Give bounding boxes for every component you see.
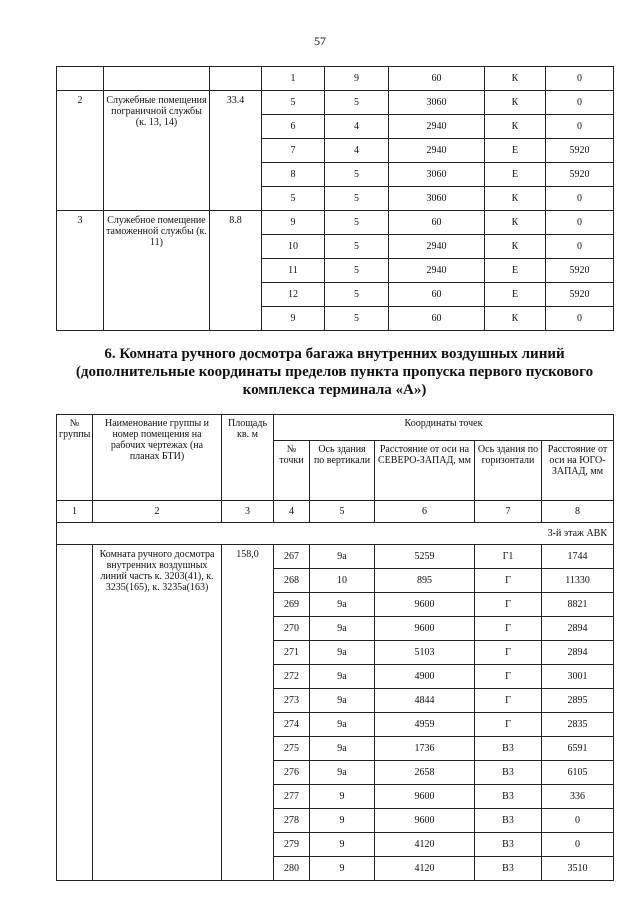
distance-southwest: 11330 — [542, 569, 614, 593]
vertical-axis: 5 — [325, 163, 389, 187]
horizontal-axis: Г — [475, 665, 542, 689]
point-number: 269 — [274, 593, 310, 617]
room-area: 8.8 — [210, 211, 262, 331]
distance-northwest: 3060 — [389, 163, 485, 187]
col-number: 2 — [93, 501, 222, 523]
vertical-axis: 5 — [325, 91, 389, 115]
horizontal-axis: Г — [475, 569, 542, 593]
distance-northwest: 60 — [389, 67, 485, 91]
distance-southwest: 5920 — [546, 259, 614, 283]
distance-southwest: 0 — [546, 211, 614, 235]
point-number: 271 — [274, 641, 310, 665]
distance-southwest: 0 — [546, 91, 614, 115]
distance-southwest: 0 — [546, 67, 614, 91]
distance-southwest: 2894 — [542, 617, 614, 641]
horizontal-axis: Е — [485, 163, 546, 187]
point-number: 280 — [274, 857, 310, 881]
room-name: Комната ручного досмотра внутренних воздушных линий часть к. 3203(41), к. 3235(165), к. 3235а(163) — [93, 545, 222, 881]
vertical-axis: 5 — [325, 259, 389, 283]
horizontal-axis: Г — [475, 689, 542, 713]
room-name: Служебное помещение таможенной службы (к. 11) — [104, 211, 210, 331]
distance-northwest: 895 — [375, 569, 475, 593]
distance-northwest: 4959 — [375, 713, 475, 737]
col-number: 6 — [375, 501, 475, 523]
horizontal-axis: Е — [485, 259, 546, 283]
page-number: 57 — [314, 34, 326, 48]
distance-southwest: 2835 — [542, 713, 614, 737]
room-name: Служебные помещения пограничной службы (к. 13, 14) — [104, 91, 210, 211]
section-heading: 6. Комната ручного досмотра багажа внутренних воздушных линий (дополнительные координаты пределов пункта пропуска первого пускового комплекса терминала «А») — [75, 346, 594, 398]
point-number: 275 — [274, 737, 310, 761]
horizontal-axis: К — [485, 91, 546, 115]
distance-northwest: 2940 — [389, 139, 485, 163]
distance-southwest: 5920 — [546, 163, 614, 187]
vertical-axis: 9а — [310, 737, 375, 761]
horizontal-axis: К — [485, 307, 546, 331]
point-number: 276 — [274, 761, 310, 785]
vertical-axis: 9 — [310, 833, 375, 857]
point-number: 1 — [262, 67, 325, 91]
distance-northwest: 4120 — [375, 857, 475, 881]
horizontal-axis: В3 — [475, 737, 542, 761]
header-room-name: Наименование группы и номер помещения на рабочих чертежах (на планах БТИ) — [93, 415, 222, 501]
distance-southwest: 2895 — [542, 689, 614, 713]
distance-northwest: 5259 — [375, 545, 475, 569]
distance-northwest: 9600 — [375, 809, 475, 833]
distance-northwest: 60 — [389, 307, 485, 331]
vertical-axis: 5 — [325, 187, 389, 211]
distance-southwest: 8821 — [542, 593, 614, 617]
vertical-axis: 9 — [310, 809, 375, 833]
distance-northwest: 5103 — [375, 641, 475, 665]
table-row — [57, 211, 614, 235]
table-row — [57, 67, 614, 91]
point-number: 5 — [262, 91, 325, 115]
distance-southwest: 3510 — [542, 857, 614, 881]
distance-southwest: 0 — [542, 809, 614, 833]
distance-northwest: 9600 — [375, 617, 475, 641]
vertical-axis: 9а — [310, 689, 375, 713]
horizontal-axis: В3 — [475, 785, 542, 809]
distance-northwest: 60 — [389, 283, 485, 307]
distance-southwest: 1744 — [542, 545, 614, 569]
horizontal-axis: В3 — [475, 857, 542, 881]
distance-southwest: 5920 — [546, 283, 614, 307]
header-group-number: № группы — [57, 415, 93, 501]
distance-southwest: 3001 — [542, 665, 614, 689]
point-number: 6 — [262, 115, 325, 139]
table-row — [57, 91, 614, 115]
distance-northwest: 9600 — [375, 785, 475, 809]
horizontal-axis: Г1 — [475, 545, 542, 569]
horizontal-axis: К — [485, 187, 546, 211]
header-vertical-axis: Ось здания по вертикали — [310, 441, 375, 501]
vertical-axis: 5 — [325, 211, 389, 235]
horizontal-axis: В3 — [475, 761, 542, 785]
point-number: 5 — [262, 187, 325, 211]
point-number: 12 — [262, 283, 325, 307]
horizontal-axis: В3 — [475, 809, 542, 833]
header-coordinates: Координаты точек — [274, 415, 614, 441]
group-number — [57, 67, 104, 91]
distance-northwest: 1736 — [375, 737, 475, 761]
group-number — [57, 545, 93, 881]
col-number: 1 — [57, 501, 93, 523]
room-area: 158,0 — [222, 545, 274, 881]
horizontal-axis: Е — [485, 139, 546, 163]
point-number: 7 — [262, 139, 325, 163]
vertical-axis: 9а — [310, 641, 375, 665]
point-number: 268 — [274, 569, 310, 593]
floor-label: 3-й этаж АВК — [57, 523, 614, 545]
horizontal-axis: Г — [475, 713, 542, 737]
distance-northwest: 2940 — [389, 235, 485, 259]
header-horizontal-axis: Ось здания по горизонтали — [475, 441, 542, 501]
vertical-axis: 9а — [310, 545, 375, 569]
distance-northwest: 4120 — [375, 833, 475, 857]
distance-northwest: 3060 — [389, 91, 485, 115]
vertical-axis: 5 — [325, 235, 389, 259]
distance-northwest: 2658 — [375, 761, 475, 785]
point-number: 9 — [262, 211, 325, 235]
distance-northwest: 9600 — [375, 593, 475, 617]
distance-northwest: 3060 — [389, 187, 485, 211]
vertical-axis: 9а — [310, 593, 375, 617]
header-distance-northwest: Расстояние от оси на СЕВЕРО-ЗАПАД, мм — [375, 441, 475, 501]
vertical-axis: 9 — [310, 857, 375, 881]
table-row — [57, 545, 614, 569]
horizontal-axis: Г — [475, 617, 542, 641]
point-number: 279 — [274, 833, 310, 857]
col-number: 4 — [274, 501, 310, 523]
horizontal-axis: Г — [475, 593, 542, 617]
header-point-number: № точки — [274, 441, 310, 501]
vertical-axis: 9 — [310, 785, 375, 809]
header-area: Площадь кв. м — [222, 415, 274, 501]
horizontal-axis: К — [485, 235, 546, 259]
distance-southwest: 0 — [546, 115, 614, 139]
vertical-axis: 9а — [310, 761, 375, 785]
distance-northwest: 4900 — [375, 665, 475, 689]
point-number: 8 — [262, 163, 325, 187]
horizontal-axis: Г — [475, 641, 542, 665]
room-area: 33.4 — [210, 91, 262, 211]
coordinates-table — [56, 414, 614, 881]
horizontal-axis: К — [485, 115, 546, 139]
col-number: 7 — [475, 501, 542, 523]
horizontal-axis: Е — [485, 283, 546, 307]
room-area — [210, 67, 262, 91]
vertical-axis: 10 — [310, 569, 375, 593]
point-number: 11 — [262, 259, 325, 283]
vertical-axis: 5 — [325, 307, 389, 331]
distance-southwest: 0 — [546, 187, 614, 211]
distance-northwest: 4844 — [375, 689, 475, 713]
point-number: 272 — [274, 665, 310, 689]
vertical-axis: 9 — [325, 67, 389, 91]
point-number: 267 — [274, 545, 310, 569]
distance-southwest: 6105 — [542, 761, 614, 785]
point-number: 278 — [274, 809, 310, 833]
distance-southwest: 0 — [546, 235, 614, 259]
point-number: 10 — [262, 235, 325, 259]
distance-southwest: 0 — [542, 833, 614, 857]
room-name — [104, 67, 210, 91]
point-number: 9 — [262, 307, 325, 331]
point-number: 273 — [274, 689, 310, 713]
point-number: 270 — [274, 617, 310, 641]
distance-southwest: 5920 — [546, 139, 614, 163]
vertical-axis: 4 — [325, 115, 389, 139]
distance-northwest: 2940 — [389, 259, 485, 283]
distance-northwest: 60 — [389, 211, 485, 235]
col-number: 8 — [542, 501, 614, 523]
col-number: 3 — [222, 501, 274, 523]
distance-northwest: 2940 — [389, 115, 485, 139]
coordinates-table-continued — [56, 66, 614, 331]
vertical-axis: 9а — [310, 617, 375, 641]
point-number: 277 — [274, 785, 310, 809]
group-number: 3 — [57, 211, 104, 331]
header-distance-southwest: Расстояние от оси на ЮГО-ЗАПАД, мм — [542, 441, 614, 501]
column-number-row — [57, 501, 614, 523]
vertical-axis: 9а — [310, 665, 375, 689]
distance-southwest: 6591 — [542, 737, 614, 761]
vertical-axis: 4 — [325, 139, 389, 163]
distance-southwest: 0 — [546, 307, 614, 331]
horizontal-axis: К — [485, 67, 546, 91]
horizontal-axis: К — [485, 211, 546, 235]
distance-southwest: 336 — [542, 785, 614, 809]
col-number: 5 — [310, 501, 375, 523]
vertical-axis: 9а — [310, 713, 375, 737]
vertical-axis: 5 — [325, 283, 389, 307]
point-number: 274 — [274, 713, 310, 737]
group-number: 2 — [57, 91, 104, 211]
horizontal-axis: В3 — [475, 833, 542, 857]
distance-southwest: 2894 — [542, 641, 614, 665]
